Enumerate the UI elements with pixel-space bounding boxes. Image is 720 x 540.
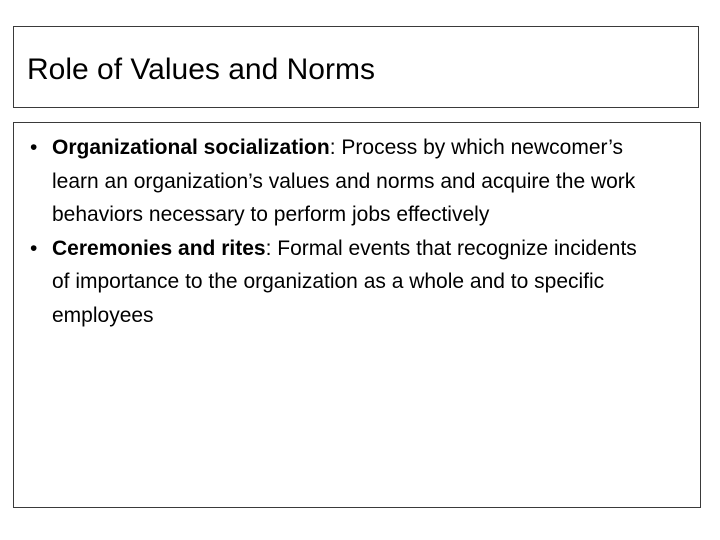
bullet-separator: : <box>265 236 278 260</box>
slide-content-box <box>13 122 701 508</box>
bullet-item-organizational-socialization <box>30 131 660 232</box>
bullet-definition: Process by which newcomer’s learn an organization’s values and norms and acquire the work behaviors necessary to perform jobs effectively <box>52 136 636 226</box>
bullet-definition: Formal events that recognize incidents of importance to the organization as a whole and to specific employees <box>52 236 637 327</box>
bullet-icon: • <box>30 236 38 260</box>
bullet-term: Ceremonies and rites <box>52 236 266 260</box>
bullet-icon: • <box>30 136 38 159</box>
bullet-list <box>30 131 660 332</box>
slide-title: Role of Values and Norms <box>27 53 375 86</box>
bullet-term: Organizational socialization <box>52 136 330 159</box>
bullet-separator: : <box>329 136 342 159</box>
bullet-item-ceremonies-and-rites <box>30 232 660 333</box>
slide-title-box <box>13 26 699 108</box>
